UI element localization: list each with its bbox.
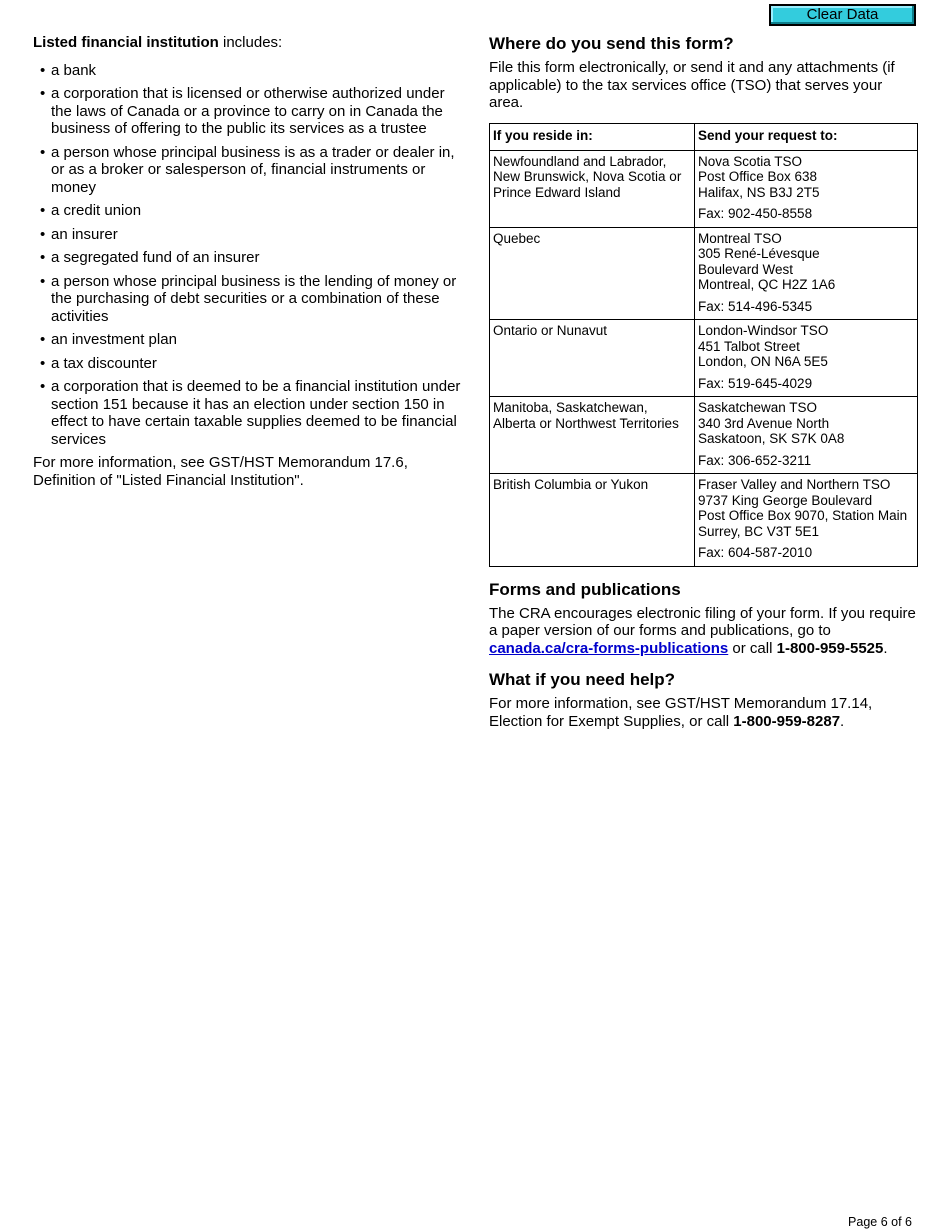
column-header-region: If you reside in:	[490, 123, 695, 150]
listed-institution-includes: includes:	[218, 34, 283, 51]
bullet-icon: •	[40, 354, 46, 372]
bullet-icon: •	[40, 61, 46, 79]
list-item: • a tax discounter	[40, 354, 157, 372]
help-text: For more information, see GST/HST Memorandum 17.14, Election for Exempt Supplies, or call 1-800-959-8287.	[489, 695, 873, 730]
tso-table	[489, 123, 918, 567]
list-item: • a segregated fund of an insurer	[40, 249, 260, 266]
list-item: • a bank	[40, 61, 97, 79]
clear-data-button[interactable]: Clear Data	[769, 4, 916, 26]
list-item: • a corporation that is licensed or otherwise authorized under the laws of Canada or a province to carry on in Canada the business of offering to the public its services as a trustee	[40, 85, 445, 137]
list-item: • a credit union	[40, 202, 142, 219]
bullet-icon: •	[40, 85, 46, 102]
bullet-icon: •	[40, 225, 46, 243]
list-item: • a person whose principal business is as a trader or dealer in, or as a broker or salesperson of, financial instruments or money	[40, 143, 455, 196]
region-cell: British Columbia or Yukon	[490, 474, 695, 567]
column-header-address: Send your request to:	[695, 123, 918, 150]
more-info-text: For more information, see GST/HST Memorandum 17.6, Definition of "Listed Financial Institution".	[33, 454, 408, 489]
fax-number: Fax: 519-645-4029	[698, 375, 813, 391]
region-cell: Manitoba, Saskatchewan, Alberta or Northwest Territories	[490, 397, 695, 474]
send-form-heading: Where do you send this form?	[489, 34, 734, 53]
region-cell: Newfoundland and Labrador, New Brunswick, Nova Scotia or Prince Edward Island	[490, 150, 695, 227]
fax-number: Fax: 306-652-3211	[698, 452, 812, 468]
list-item: • an investment plan	[40, 331, 177, 348]
list-item: • a corporation that is deemed to be a financial institution under section 151 because it has an election under section 150 in effect to have certain taxable supplies deemed to be financial services	[40, 378, 461, 448]
bullet-icon: •	[40, 249, 46, 266]
bullet-icon: •	[40, 272, 46, 290]
forms-publications-heading: Forms and publications	[489, 579, 681, 599]
address-cell: London-Windsor TSO 451 Talbot Street London, ON N6A 5E5 Fax: 519-645-4029	[695, 320, 918, 397]
forms-phone-number: 1-800-959-5525	[776, 639, 884, 657]
address-cell: Montreal TSO 305 René-Lévesque Boulevard West Montreal, QC H2Z 1A6 Fax: 514-496-5345	[695, 227, 918, 320]
listed-institution-section	[33, 34, 463, 489]
send-form-intro: File this form electronically, or send it and any attachments (if applicable) to the tax services office (TSO) that serves your area.	[489, 59, 895, 111]
bullet-icon: •	[40, 202, 46, 219]
help-heading: What if you need help?	[489, 670, 676, 689]
forms-publications-link[interactable]: canada.ca/cra-forms-publications	[489, 639, 729, 657]
fax-number: Fax: 604-587-2010	[698, 545, 813, 560]
table-row	[490, 227, 918, 320]
bullet-icon: •	[40, 378, 46, 395]
table-row	[490, 320, 918, 397]
listed-institution-intro	[33, 34, 463, 52]
forms-publications-text: The CRA encourages electronic filing of your form. If you require a paper version of our forms and publications, go to canada.ca/cra-forms-publications or call 1-800-959-5525.	[489, 604, 916, 657]
table-header-row	[490, 123, 918, 150]
page-number: Page 6 of 6	[848, 1215, 912, 1229]
table-row	[490, 397, 918, 474]
region-cell: Ontario or Nunavut	[490, 320, 695, 397]
listed-institution-term: Listed financial institution	[33, 34, 219, 51]
fax-number: Fax: 514-496-5345	[698, 298, 813, 314]
fax-number: Fax: 902-450-8558	[698, 206, 813, 221]
bullet-icon: •	[40, 143, 46, 161]
address-cell: Nova Scotia TSO Post Office Box 638 Halifax, NS B3J 2T5 Fax: 902-450-8558	[695, 150, 918, 227]
help-phone-number: 1-800-959-8287	[733, 712, 841, 730]
institution-list	[33, 62, 463, 449]
address-cell: Saskatchewan TSO 340 3rd Avenue North Saskatoon, SK S7K 0A8 Fax: 306-652-3211	[695, 397, 918, 474]
list-item: • an insurer	[40, 225, 118, 243]
list-item: • a person whose principal business is the lending of money or the purchasing of debt securities or a combination of these activities	[40, 272, 457, 325]
region-cell: Quebec	[490, 227, 695, 320]
bullet-icon: •	[40, 331, 46, 348]
address-cell: Fraser Valley and Northern TSO 9737 King George Boulevard Post Office Box 9070, Station Main Surrey, BC V3T 5E1 Fax: 604-587-2010	[695, 474, 918, 567]
table-row	[490, 150, 918, 227]
table-row	[490, 474, 918, 567]
right-column	[489, 34, 919, 730]
